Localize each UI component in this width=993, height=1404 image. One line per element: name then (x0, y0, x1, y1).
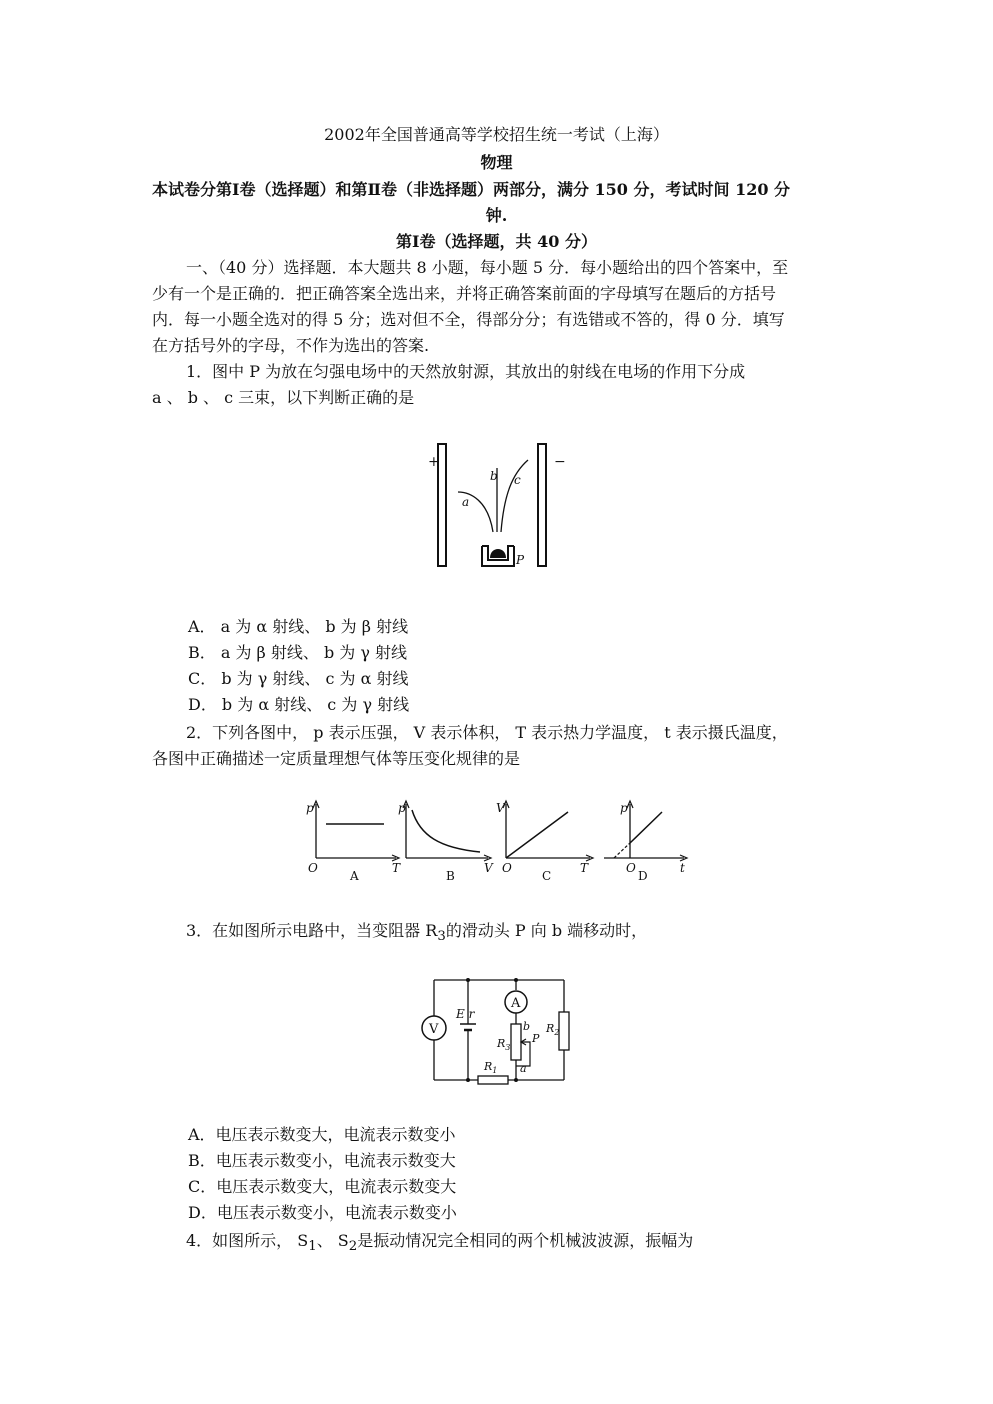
label-b: b (490, 469, 498, 483)
minus-sign: − (554, 454, 566, 470)
q4-s2-subscript: 2 (348, 1239, 358, 1255)
instructions-line-2: 少有一个是正确的．把正确答案全选出来，并将正确答案前面的字母填写在题后的方括号 (152, 284, 777, 303)
terminal-a-label: a (520, 1062, 527, 1075)
q3-stem (186, 918, 647, 944)
q3-option-b: B．电压表示数变小，电流表示数变大 (188, 1151, 456, 1170)
label-p: P (516, 553, 525, 567)
exam-title: 2002年全国普通高等学校招生统一考试（上海） (324, 125, 669, 144)
graph-c-x-label: T (580, 861, 589, 875)
instructions-line-1: 一、（40 分）选择题．本大题共 8 小题，每小题 5 分．每小题给出的四个答案中，至 (186, 258, 789, 277)
resistor-r2-label: $R_2$ (546, 1022, 560, 1037)
resistor-r1 (478, 1076, 508, 1084)
junction-dot (466, 978, 470, 982)
q1-option-d: D． b 为 α 射线、 c 为 γ 射线 (188, 695, 410, 714)
label-c: c (514, 473, 521, 487)
source-sample (490, 549, 506, 558)
graph-a-y-label: p (306, 801, 314, 815)
intro-line-1: 本试卷分第Ⅰ卷（选择题）和第Ⅱ卷（非选择题）两部分，满分 150 分，考试时间 120 分 (152, 180, 791, 199)
graph-d-x-label: t (680, 861, 685, 875)
q3-option-d: D．电压表示数变小，电流表示数变小 (188, 1203, 457, 1222)
subject-title: 物理 (480, 153, 513, 172)
graph-b (398, 801, 494, 883)
q1-electric-field-figure (420, 440, 580, 580)
graph-b-x-label: V (484, 861, 493, 875)
section-title: 第Ⅰ卷（选择题，共 40 分） (396, 232, 597, 251)
junction-dot (514, 978, 518, 982)
q3-stem-subscript: 3 (437, 929, 446, 945)
voltmeter-label: V (429, 1022, 439, 1037)
q1-stem-line-2: a 、 b 、 c 三束，以下判断正确的是 (152, 388, 415, 407)
graph-b-y-label: p (398, 801, 406, 815)
q1-stem-line-1: 1．图中 P 为放在匀强电场中的天然放射源，其放出的射线在电场的作用下分成 (186, 362, 746, 381)
intro-line-2: 钟. (485, 206, 508, 225)
graph-d-dashed (614, 843, 630, 858)
resistor-r1-label: $R_1$ (484, 1060, 498, 1075)
graph-c-line (506, 812, 568, 858)
ammeter-label: A (511, 996, 521, 1011)
terminal-b-label: b (523, 1020, 531, 1033)
graph-c (496, 801, 593, 883)
rheostat-r3-label: $R_3$ (497, 1037, 511, 1052)
q3-circuit-figure (418, 972, 578, 1084)
instructions-line-3: 内．每一小题全选对的得 5 分；选对但不全，得部分分；有选错或不答的，得 0 分．填写 (152, 310, 785, 329)
graph-c-y-label: V (496, 801, 505, 815)
rheostat-r3 (511, 1024, 521, 1060)
graph-c-label: C (542, 869, 552, 883)
graph-d-label: D (638, 869, 648, 883)
q4-stem-part-1: 4．如图所示， S (186, 1231, 309, 1250)
q2-graphs-figure (300, 796, 700, 888)
q1-option-a: A． a 为 α 射线、 b 为 β 射线 (188, 617, 409, 636)
q2-stem-line-2: 各图中正确描述一定质量理想气体等压变化规律的是 (152, 749, 521, 768)
q3-option-a: A．电压表示数变大，电流表示数变小 (188, 1125, 456, 1144)
label-a: a (462, 495, 470, 509)
plus-sign: + (428, 454, 440, 470)
slider-p-label: P (532, 1032, 540, 1045)
junction-dot (514, 1078, 518, 1082)
graph-d-y-label: p (620, 801, 628, 815)
q2-stem-line-1: 2．下列各图中， p 表示压强， V 表示体积， T 表示热力学温度， t 表示摄氏温度， (186, 723, 788, 742)
graph-d-line (630, 812, 662, 843)
instructions-line-4: 在方括号外的字母，不作为选出的答案. (152, 336, 430, 355)
q4-stem-part-3: 是振动情况完全相同的两个机械波波源，振幅为 (357, 1231, 694, 1250)
q4-stem (186, 1228, 693, 1254)
q3-stem-after: 的滑动头 P 向 b 端移动时， (445, 921, 648, 940)
graph-c-origin: O (502, 861, 512, 875)
negative-plate (538, 444, 546, 566)
q4-stem-part-2: 、 S (316, 1231, 349, 1250)
graph-d-origin: O (626, 861, 636, 875)
graph-b-label: B (446, 869, 455, 883)
graph-a-label: A (350, 869, 359, 883)
graph-b-curve (412, 810, 480, 852)
q1-option-b: B． a 为 β 射线、 b 为 γ 射线 (188, 643, 408, 662)
junction-dot (466, 1078, 470, 1082)
ray-c (501, 460, 528, 532)
q3-stem-before: 3．在如图所示电路中，当变阻器 R (186, 921, 438, 940)
q4-s1-subscript: 1 (308, 1239, 317, 1255)
graph-a-x-label: T (392, 861, 401, 875)
q1-option-c: C． b 为 γ 射线、 c 为 α 射线 (188, 669, 409, 688)
q3-option-c: C．电压表示数变大，电流表示数变大 (188, 1177, 457, 1196)
battery-label: E r (456, 1007, 475, 1021)
graph-a (306, 801, 401, 883)
graph-a-origin: O (308, 861, 318, 875)
graph-d (604, 801, 687, 883)
resistor-r2 (559, 1012, 569, 1050)
